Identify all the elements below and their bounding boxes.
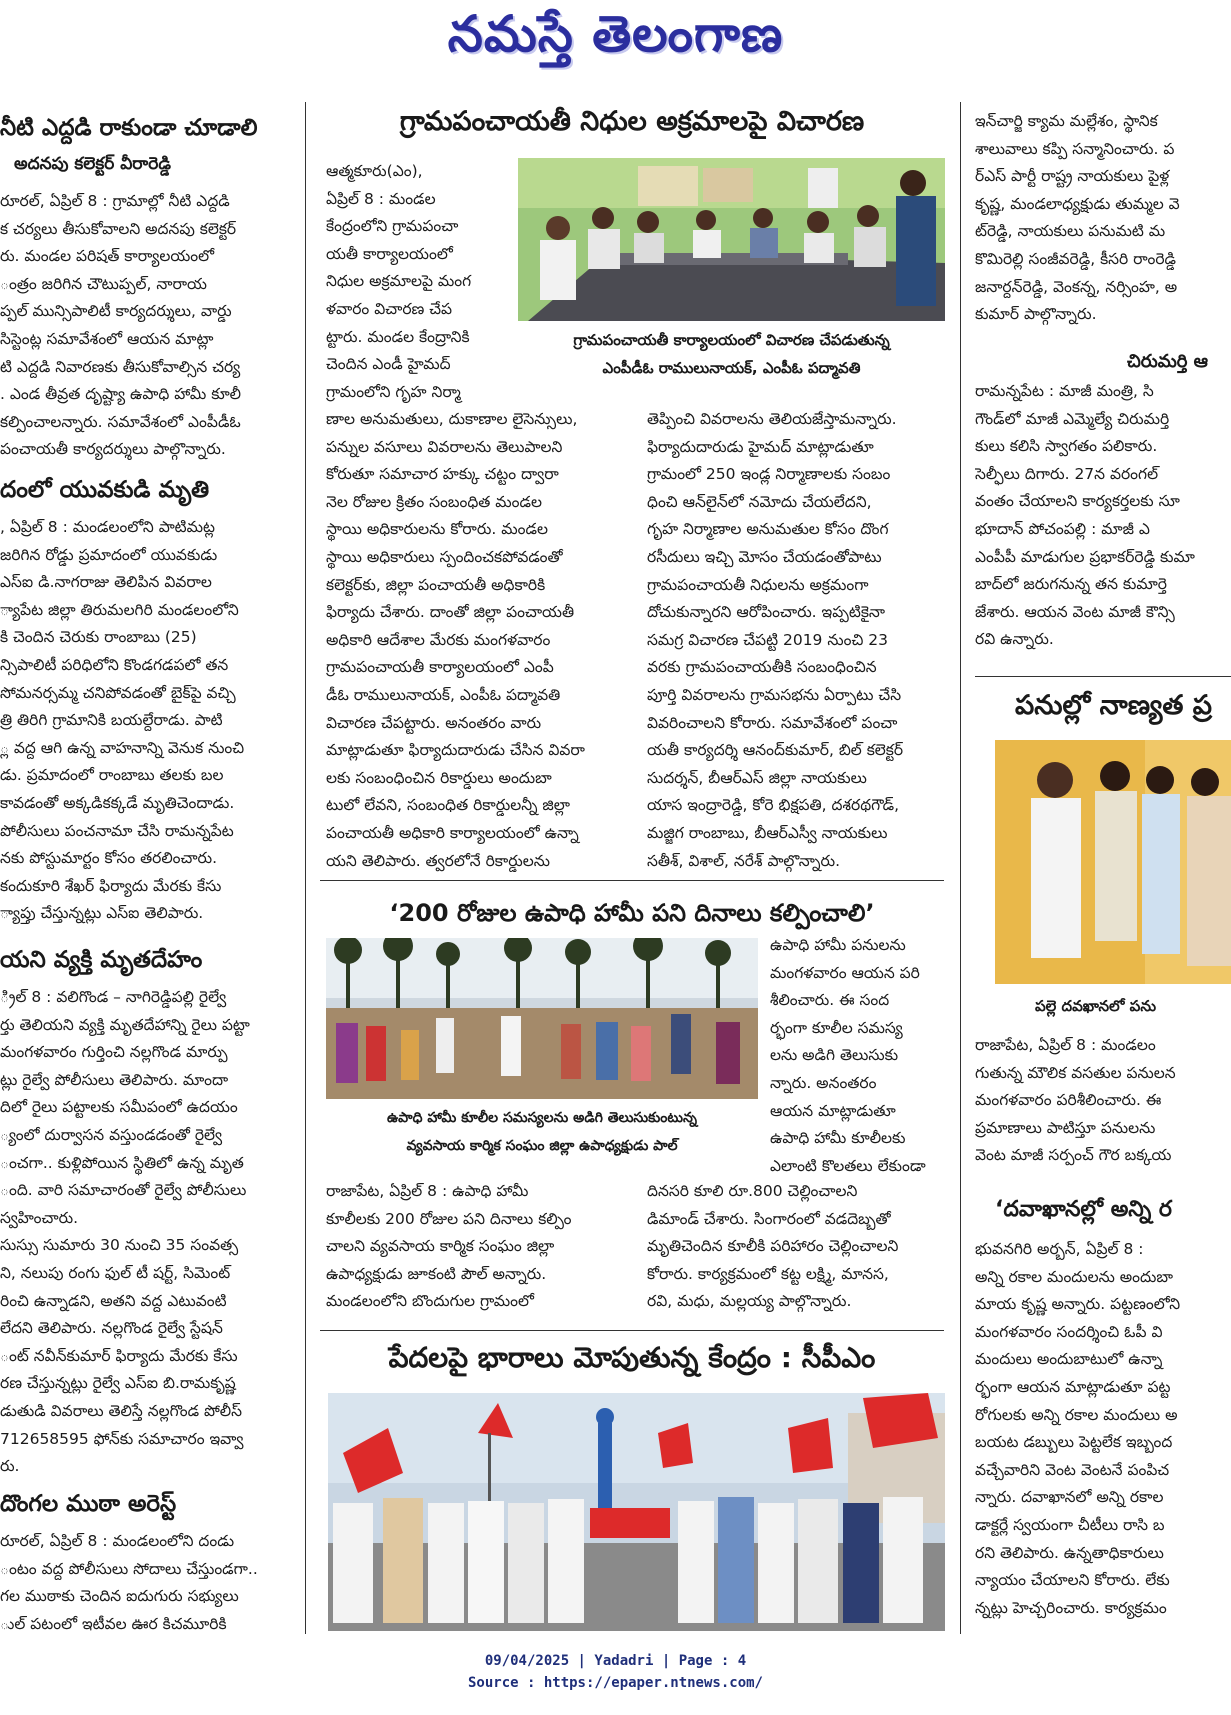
photo-caption	[326, 1104, 758, 1160]
text-line: ంచగా.. కుళ్లిపోయిన స్థితిలో ఉన్న మృత	[0, 1153, 244, 1172]
text-line: తెప్పించి వివరాలను తెలియజేస్తామన్నారు.	[647, 410, 897, 428]
text-line: వచ్చేవారిని వెంట వెంటనే పంపిచ	[975, 1460, 1170, 1479]
text-line: ంత్రం జరిగిన చౌటుప్పల్, నారాయ	[0, 274, 207, 293]
text-line: సమగ్ర విచారణ చేపట్టి 2019 నుంచి 23	[647, 630, 888, 649]
text-line: ఉపాధి హామీ కూలీలకు	[770, 1129, 906, 1148]
text-line: యతీ కార్యాలయంలో	[326, 244, 453, 263]
text-line: బాద్‌లో జరుగనున్న తన కుమార్తె	[975, 575, 1167, 594]
article-headline: పేదలపై భారాలు మోపుతున్న కేంద్రం : సీపీఎం	[388, 1341, 876, 1374]
text-line: మందులు అందుబాటులో ఉన్నా	[975, 1350, 1163, 1369]
text-line: ని, నలుపు రంగు ఫుల్ టీ షర్ట్, సిమెంట్	[0, 1263, 231, 1282]
article-headline: దంలో యువకుడి మృతి	[0, 477, 210, 503]
text-line: అధికారి ఆదేశాల మేరకు మంగళవారం	[326, 630, 551, 649]
text-line: ుల్ పటంలో ఇటీవల ఊర కిచమూరికి	[0, 1614, 227, 1633]
text-line: ంటం వద్ద పోలీసులు సోదాలు చేస్తుండగా..	[0, 1559, 258, 1578]
text-line: ర్ఎస్ పార్టీ రాష్ట్ర నాయకులు పైళ్ల	[975, 167, 1170, 186]
text-line: స్వహించారు.	[0, 1208, 79, 1227]
text-line: కల్పించాలన్నారు. సమావేశంలో ఎంపీడీఓ	[0, 412, 241, 431]
text-line: ్యంలో దుర్వాసన వస్తుండడంతో రైల్వే	[0, 1125, 223, 1144]
text-line: ్యాపేట జిల్లా తిరుమలగిరి మండలంలోని	[0, 600, 239, 619]
text-line: మంగళవారం సందర్శించి ఓపీ వి	[975, 1322, 1163, 1341]
article-headline: గ్రామపంచాయతీ నిధుల అక్రమాలపై విచారణ	[399, 106, 865, 137]
text-line: వెంట మాజీ సర్పంచ్ గౌర బక్కయ	[975, 1146, 1172, 1165]
text-line: కి చెందిన చెరుకు రాంబాబు (25)	[0, 628, 197, 647]
text-line: న్నారు. దవాఖానలో అన్ని రకాల	[975, 1488, 1164, 1507]
text-line: గృహ నిర్మాణాల అనుమతుల కోసం దొంగ	[647, 520, 889, 539]
text-line: కోరుతూ సమాచార హక్కు చట్టం ద్వారా	[326, 465, 559, 484]
text-line: ట్‌రెడ్డి, నాయకులు పనుమటి మ	[975, 222, 1166, 241]
article-headline: ‘దవాఖానల్లో అన్ని ర	[995, 1197, 1172, 1222]
text-line: ఫిర్యాదుదారుడు హైమద్ మాట్లాడుతూ	[647, 437, 874, 456]
text-line: దోచుకున్నారని ఆరోపించారు. ఇప్పటికైనా	[647, 603, 886, 622]
text-line: యతీ కార్యదర్శి ఆనంద్‌కుమార్, బిల్ కలెక్టర్	[647, 741, 904, 760]
text-line: రూరల్, ఏప్రిల్ 8 : గ్రామాల్లో నీటి ఎద్దడి	[0, 192, 230, 210]
caption-line: వ్యవసాయ కార్మిక సంఘం జిల్లా ఉపాధ్యక్షుడు పాల్	[406, 1138, 678, 1154]
footer-date-edition: 09/04/2025 | Yadadri | Page : 4	[484, 1653, 747, 1669]
text-line: రోగులకు అన్ని రకాల మందులు అ	[975, 1405, 1178, 1424]
text-line: రూరల్, ఏప్రిల్ 8 : మండలంలోని దండు	[0, 1532, 235, 1550]
text-line: రని తెలిపారు. ఉన్నతాధికారులు	[975, 1543, 1164, 1562]
text-line: కులు కలిసి స్వాగతం పలికారు.	[975, 437, 1158, 456]
text-line: రవి, మధు, మల్లయ్య పాల్గొన్నారు.	[647, 1292, 852, 1311]
text-line: యని తెలిపారు. త్వరలోనే రికార్డులను	[326, 851, 550, 870]
article-body	[326, 406, 623, 875]
text-line: ఆయన మాట్లాడుతూ	[770, 1101, 896, 1120]
column-rule	[960, 102, 961, 1634]
text-line: కుమార్ పాల్గొన్నారు.	[975, 305, 1097, 324]
text-line: విచారణ చేపట్టారు. అనంతరం వారు	[326, 713, 542, 732]
article-body	[975, 108, 1231, 329]
text-line: రవి ఉన్నారు.	[975, 630, 1054, 649]
text-line: బయట డబ్బులు పెట్టలేక ఇబ్బంద	[975, 1433, 1173, 1452]
text-line: ్రిల్ 8 : వలిగొండ – నాగిరెడ్డిపల్లి రైల్వే	[0, 988, 227, 1006]
clinic-photo	[995, 740, 1231, 984]
text-line: దిలో రైలు పట్టాలకు సమీపంలో ఉదయం	[0, 1098, 238, 1117]
text-line: గ్రామంలో 250 ఇండ్ల నిర్మాణాలకు సంబం	[647, 465, 891, 484]
text-line: కూలీలకు 200 రోజుల పని దినాలు కల్పిం	[326, 1209, 572, 1228]
text-line: నకు పోస్టుమార్టం కోసం తరలించారు.	[0, 849, 218, 868]
text-line: టులో లేవని, సంబంధిత రికార్డులన్నీ జిల్లా	[326, 796, 570, 815]
text-line: అన్ని రకాల మందులను అందుబా	[975, 1267, 1173, 1286]
text-line: ఆత్మకూరు(ఎం),	[326, 162, 423, 180]
text-line: ట్టారు. మండల కేంద్రానికి	[326, 327, 470, 346]
text-line: ఏప్రిల్ 8 : మండల	[326, 189, 436, 208]
text-line: జరిగిన రోడ్డు ప్రమాదంలో యువకుడు	[0, 545, 218, 564]
article-headline: పనుల్లో నాణ్యత ప్ర	[1015, 690, 1212, 721]
text-line: ఉపాధ్యక్షుడు జూకంటి పౌల్ అన్నారు.	[326, 1264, 547, 1283]
text-line: క చర్యలు తీసుకోవాలని అదనపు కలెక్టర్	[0, 219, 237, 238]
text-line: మాయ కృష్ణ అన్నారు. పట్టణంలోని	[975, 1295, 1181, 1314]
text-line: సతీశ్, విశాల్, నరేశ్ పాల్గొన్నారు.	[647, 851, 841, 870]
article-body	[326, 158, 512, 406]
text-line: టి ఎద్దడి నివారణకు తీసుకోవాల్సిన చర్య	[0, 357, 241, 376]
text-line: నెల రోజుల క్రితం సంబంధిత మండల	[326, 492, 542, 511]
text-line: దినసరి కూలి రూ.800 చెల్లించాలని	[647, 1182, 858, 1200]
text-line: రామన్నపేట : మాజీ మంత్రి, సి	[975, 382, 1154, 400]
right-column	[975, 96, 1231, 1636]
text-line: ఉపాధి హామీ పనులను	[770, 936, 906, 954]
text-line: ఎలాంటి కొలతలు లేకుండా	[770, 1156, 926, 1175]
text-line: లను అడిగి తెలుసుకు	[770, 1046, 899, 1065]
text-line: సెల్ఫీలు దిగారు. 27న వరంగల్‌	[975, 464, 1159, 483]
protest-photo	[328, 1393, 945, 1631]
text-line: జనార్దన్‌రెడ్డి, వెంకన్న, నర్సింహ, అ	[975, 277, 1178, 296]
text-line: ఎస్ఐ డి.నాగరాజు తెలిపిన వివరాల	[0, 573, 212, 592]
news-photo	[995, 740, 1231, 984]
text-line: మంగళవారం గుర్తించి నల్లగొండ మార్పు	[0, 1043, 228, 1062]
text-line: సిస్టెంట్ల సమావేశంలో ఆయన మాట్లా	[0, 329, 214, 348]
text-line: గల ముఠాకు చెందిన ఐదుగురు సభ్యులు	[0, 1587, 239, 1606]
text-line: కేంద్రంలోని గ్రామపంచా	[326, 217, 459, 236]
article-body	[647, 406, 945, 875]
text-line: డిమాండ్ చేశారు. సింగారంలో వడదెబ్బతో	[647, 1209, 891, 1228]
text-line: ధించి ఆన్‌లైన్‌లో నమోదు చేయలేదని,	[647, 492, 872, 511]
text-line: న్సిపాలిటీ పరిధిలోని కొండగడపలో తన	[0, 655, 229, 674]
masthead-title: నమస్తే తెలంగాణ	[447, 4, 784, 63]
text-line: డు. ప్రమాదంలో రాంబాబు తలకు బల	[0, 766, 224, 785]
news-photo	[518, 158, 945, 321]
text-line: ఇన్‌చార్జి క్యామ మల్లేశం, స్థానిక	[975, 112, 1158, 130]
column-rule	[305, 102, 306, 1634]
text-line: రాజాపేట, ఏప్రిల్ 8 : మండలం	[975, 1036, 1156, 1054]
news-photo	[326, 938, 758, 1099]
text-line: ట్లు రైల్వే పోలీసులు తెలిపారు. మాందా	[0, 1070, 229, 1089]
text-line: పోలీసులు పంచనామా చేసి రామన్నపేట	[0, 821, 234, 840]
text-line: ంది. వారి సమాచారంతో రైల్వే పోలీసులు	[0, 1181, 247, 1200]
text-line: మండలంలోని బొందుగుల గ్రామంలో	[326, 1292, 534, 1311]
workers-photo	[326, 938, 758, 1099]
text-line: సోమనర్సమ్మ చనిపోవడంతో బైక్‌పై వచ్చి	[0, 683, 236, 702]
text-line: ఫిర్యాదు చేశారు. దాంతో జిల్లా పంచాయతీ	[326, 603, 575, 622]
text-line: గ్రామంలోని గృహ నిర్మా	[326, 382, 461, 401]
text-line: పన్నుల వసూలు వివరాలను తెలుపాలని	[326, 437, 563, 456]
text-line: లేదని తెలిపారు. నల్లగొండ రైల్వే స్టేషన్	[0, 1319, 223, 1338]
text-line: ంట్ నవీన్‌కుమార్ ఫిర్యాదు మేరకు కేసు	[0, 1346, 238, 1365]
text-line: శాలువాలు కప్పి సన్మానించారు. ప	[975, 139, 1175, 158]
text-line: రు. మండల పరిషత్ కార్యాలయంలో	[0, 247, 215, 266]
text-line: రణ చేస్తున్నట్లు రైల్వే ఎస్ఐ బి.రామకృష్ణ	[0, 1374, 236, 1393]
text-line: కావడంతో అక్కడికక్కడే మృతిచెందాడు.	[0, 793, 235, 812]
text-line: త్రి తిరిగి గ్రామానికి బయల్దేరాడు. పాటి	[0, 711, 223, 730]
text-line: చాలని వ్యవసాయ కార్మిక సంఘం జిల్లా	[326, 1237, 555, 1256]
text-line: ర్భంగా కూలీల సమస్య	[770, 1018, 903, 1037]
caption-line: గ్రామపంచాయతీ కార్యాలయంలో విచారణ చేపడుతున్న	[573, 331, 890, 349]
text-line: గౌండ్‌లో మాజీ ఎమ్మెల్యే చిరుమర్తి	[975, 409, 1170, 428]
text-line: రు.	[0, 1457, 20, 1476]
caption-line: ఎంపీడీఓ రాములునాయక్, ఎంపీఓ పద్మావతి	[602, 359, 861, 377]
article-body	[0, 984, 288, 1481]
text-line: ప్రమాణాలు పాటిస్తూ పనులను	[975, 1118, 1156, 1137]
text-line: న్నారు. అనంతరం	[770, 1073, 877, 1092]
text-line: రించి ఉన్నాడని, అతని వద్ద ఎటువంటి	[0, 1291, 227, 1310]
text-line: కోరారు. కార్యక్రమంలో కట్ట లక్ష్మి, మానస,	[647, 1264, 889, 1283]
text-line: భూదాన్ పోచంపల్లి : మాజీ ఎ	[975, 519, 1150, 538]
text-line: , ఏప్రిల్ 8 : మండలంలోని పాటిమట్ల	[0, 518, 216, 536]
text-line: లకు సంబంధించిన రికార్డులు అందుబా	[326, 768, 552, 787]
page-footer	[0, 1650, 1231, 1694]
text-line: మంగళవారం ఆయన పరి	[770, 963, 920, 982]
text-line: డీఓ రాములునాయక్, ఎంపీఓ పద్మావతి	[326, 685, 561, 704]
text-line: నిధుల అక్రమాలపై మంగ	[326, 272, 472, 291]
text-line: ళవారం విచారణ చేప	[326, 299, 453, 318]
text-line: గ్రామపంచాయతీ నిధులను అక్రమంగా	[647, 575, 869, 594]
text-line: న్నట్లు హెచ్చరించారు. కార్యక్రమం	[975, 1598, 1167, 1617]
text-line: మృతిచెందిన కూలీకి పరిహారం చెల్లించాలని	[647, 1237, 899, 1256]
text-line: సుదర్శన్, బీఆర్ఎస్ జిల్లా నాయకులు	[647, 768, 867, 787]
article-body	[975, 1032, 1231, 1170]
article-headline: నీటి ఎద్దడి రాకుండా చూడాలి	[0, 115, 258, 141]
meeting-photo	[518, 158, 945, 321]
article-body	[975, 1236, 1231, 1622]
text-line: గుతున్న మౌలిక వసతుల పనులన	[975, 1063, 1176, 1082]
text-line: వివరించాలని కోరారు. సమావేశంలో పంచా	[647, 713, 898, 732]
text-line: ్ల వద్ద ఆగి ఉన్న వాహనాన్ని వెనుక నుంచి	[0, 738, 245, 757]
text-line: కొమిరెల్లి సంజీవరెడ్డి, కీసరి రాంరెడ్డి	[975, 249, 1177, 268]
article-body	[0, 188, 288, 464]
text-line: డాక్టర్లే స్వయంగా చీటీలు రాసి బ	[975, 1515, 1165, 1534]
caption-line: ఉపాధి హామీ కూలీల సమస్యలను అడిగి తెలుసుకుంటున్న	[387, 1110, 697, 1126]
section-rule	[975, 676, 1231, 677]
article-body	[975, 378, 1231, 654]
text-line: వరకు గ్రామపంచాయతీకి సంబంధించిన	[647, 658, 877, 677]
article-body	[770, 932, 945, 1180]
text-line: జేశారు. ఆయన వెంట మాజీ కౌన్సి	[975, 602, 1175, 621]
text-line: శీలించారు. ఈ సంద	[770, 991, 890, 1010]
article-body	[326, 1178, 623, 1316]
footer-source: Source : https://epaper.ntnews.com/	[467, 1675, 763, 1691]
left-column	[0, 96, 288, 1636]
text-line: ్యాప్తు చేస్తున్నట్లు ఎస్ఐ తెలిపారు.	[0, 904, 204, 923]
text-line: ర్భంగా ఆయన మాట్లాడుతూ పట్ట	[975, 1377, 1171, 1396]
article-headline: ‘200 రోజుల ఉపాధి హామీ పని దినాలు కల్పించాలి’	[389, 899, 875, 927]
text-line: స్థాయి అధికారులను కోరారు. మండల	[326, 520, 548, 539]
text-line: సుస్సు సుమారు 30 నుంచి 35 సంవత్స	[0, 1236, 239, 1255]
text-line: పంచాయతీ అధికారి కార్యాలయంలో ఉన్నా	[326, 823, 579, 842]
photo-caption: పల్లె దవఖానలో పను	[1035, 997, 1157, 1015]
text-line: కృష్ణ, మండలాధ్యక్షుడు తుమ్మల వె	[975, 194, 1180, 213]
text-line: మజ్జిగ రాంబాబు, బీఆర్ఎస్వీ నాయకులు	[647, 823, 888, 842]
photo-caption	[518, 326, 945, 382]
text-line: కలెక్టర్‌కు, జిల్లా పంచాయతీ అధికారికి	[326, 575, 546, 594]
text-line: రాజాపేట, ఏప్రిల్ 8 : ఉపాధి హామీ	[326, 1182, 529, 1200]
text-line: పూర్తి వివరాలను గ్రామసభను ఏర్పాటు చేసి	[647, 685, 902, 704]
text-line: ర్తు తెలియని వ్యక్తి మృతదేహాన్ని రైలు పట్టా	[0, 1015, 250, 1034]
section-rule	[320, 880, 944, 881]
text-line: మాట్లాడుతూ ఫిర్యాదుదారుడు చేసిన వివరా	[326, 741, 585, 760]
text-line: గ్రామపంచాయతీ కార్యాలయంలో ఎంపీ	[326, 658, 554, 677]
article-subhead: చిరుమర్తి ఆ	[1127, 351, 1209, 372]
text-line: భువనగిరి అర్బన్, ఏప్రిల్ 8 :	[975, 1240, 1144, 1258]
article-headline: దొంగల ముఠా అరెస్ట్	[0, 1491, 177, 1517]
article-byline: అదనపు కలెక్టర్ వీరారెడ్డి	[14, 154, 171, 174]
text-line: స్థాయి అధికారులు స్పందించకపోవడంతో	[326, 547, 563, 566]
section-rule	[320, 1330, 944, 1331]
news-photo	[328, 1393, 945, 1631]
article-body	[0, 514, 288, 928]
article-body	[0, 1528, 288, 1636]
text-line: పంచాయతీ కార్యదర్శులు పాల్గొన్నారు.	[0, 440, 226, 459]
text-line: రసీదులు ఇచ్చి మోసం చేయడంతోపాటు	[647, 547, 882, 566]
text-line: 712658595 ఫోన్‌కు సమాచారం ఇవ్వా	[0, 1429, 244, 1448]
article-headline: యని వ్యక్తి మృతదేహం	[0, 947, 203, 973]
text-line: కందుకూరి శేఖర్ ఫిర్యాదు మేరకు కేసు	[0, 876, 222, 895]
text-line: యాస ఇంద్రారెడ్డి, కోరె భిక్షపతి, దశరథగౌడ్,	[647, 796, 900, 815]
text-line: ప్పల్ మున్సిపాలిటీ కార్యదర్శులు, వార్డు	[0, 302, 232, 321]
text-line: చెందిన ఎండీ హైమద్	[326, 355, 451, 374]
text-line: మంగళవారం పరిశీలించారు. ఈ	[975, 1091, 1162, 1110]
text-line: వంతం చేయాలని కార్యకర్తలకు సూ	[975, 492, 1180, 511]
article-body	[647, 1178, 945, 1316]
text-line: . ఎండ తీవ్రత దృష్ట్యా ఉపాధి హామీ కూలీ	[0, 385, 242, 404]
masthead	[0, 0, 1231, 80]
text-line: ణాల అనుమతులు, దుకాణాల లైసెన్సులు,	[326, 410, 578, 428]
text-line: ఎంపీపీ మాడుగుల ప్రభాకర్‌రెడ్డి కుమా	[975, 547, 1195, 566]
text-line: న్యాయం చేయాలని కోరారు. లేకు	[975, 1571, 1170, 1590]
text-line: డుతుడి వివరాలు తెలిస్తే నల్లగొండ పోలీస్	[0, 1401, 243, 1420]
